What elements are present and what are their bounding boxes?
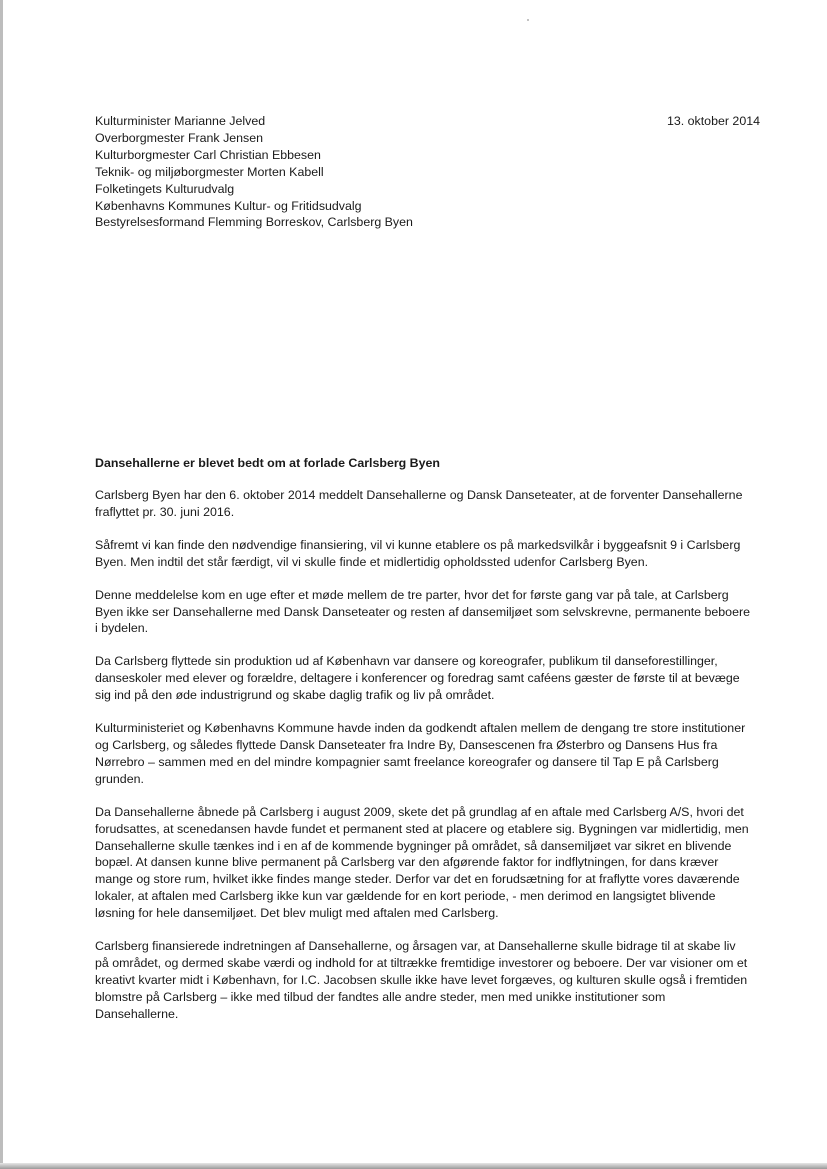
recipient-list xyxy=(95,113,555,231)
scan-bottom-edge xyxy=(0,1163,827,1169)
letter-date: 13. oktober 2014 xyxy=(666,114,760,128)
body-paragraph: Da Carlsberg flyttede sin produktion ud af København var dansere og koreografer, publikum til danseforestillinger, danseskoler med elever og forældre, deltagere i konferencer og foredrag samt caféens gæster de første til at bevæge sig ind på den øde industrigrund og skabe daglig trafik og liv på området. xyxy=(95,654,740,703)
letter-body xyxy=(95,487,751,1039)
body-paragraph: Carlsberg finansierede indretningen af Dansehallerne, og årsagen var, at Dansehallerne skulle bidrage til at skabe liv på området, og dermed skabe værdi og indhold for at tiltrække fremtidige investorer og beboere. Der var visioner om et kreativt kvarter midt i København, for I.C. Jacobsen skulle ikke have levet forgæves, og kulturen skulle også i fremtiden blomstre på Carlsberg – ikke med tilbud der fandtes alle andre steder, men med unikke institutioner som Dansehallerne. xyxy=(95,939,748,1021)
body-paragraph: Denne meddelelse kom en uge efter et møde mellem de tre parter, hvor det for første gang var på tale, at Carlsberg Byen ikke ser Dansehallerne med Dansk Danseteater og resten af dansemiljøet som selvskrevne, permanente beboere i bydelen. xyxy=(95,587,750,636)
recipient-line: Kulturborgmester Carl Christian Ebbesen xyxy=(95,147,321,162)
recipient-line: Bestyrelsesformand Flemming Borreskov, Carlsberg Byen xyxy=(95,215,413,230)
recipient-line: Teknik- og miljøborgmester Morten Kabell xyxy=(95,164,324,179)
recipient-line: Københavns Kommunes Kultur- og Fritidsudvalg xyxy=(95,198,362,213)
recipient-line: Overborgmester Frank Jensen xyxy=(95,130,264,145)
recipient-line: Kulturminister Marianne Jelved xyxy=(95,114,266,128)
letter-heading: Dansehallerne er blevet bedt om at forlade Carlsberg Byen xyxy=(95,456,440,470)
body-paragraph: Såfremt vi kan finde den nødvendige finansiering, vil vi kunne etablere os på markedsvilkår i byggeafsnit 9 i Carlsberg Byen. Men indtil det står færdigt, vil vi skulle finde et midlertidig opholdssted udenfor Carlsberg Byen. xyxy=(95,537,741,569)
body-paragraph: Kulturministeriet og Københavns Kommune havde inden da godkendt aftalen mellem de dengang tre store institutioner og Carlsberg, og således flyttede Dansk Danseteater fra Indre By, Dansescenen fra Østerbro og Dansens Hus fra Nørrebro – sammen med en del mindre kompagnier samt freelance koreografer og dansere til Tap E på Carlsberg grunden. xyxy=(95,721,746,786)
recipient-line: Folketingets Kulturudvalg xyxy=(95,181,235,196)
body-paragraph: Da Dansehallerne åbnede på Carlsberg i august 2009, skete det på grundlag af en aftale med Carlsberg A/S, hvori det forudsattes, at scenedansen havde fundet et permanent sted at placere og etablere sig. Bygningen var midlertidig, men Dansehallerne skulle tænkes ind i en af de kommende bygninger på området, så dansemiljøet var sikret en blivende bopæl. At dansen kunne blive permanent på Carlsberg var den afgørende faktor for indflytningen, for dans kræver mange og store rum, hvilket ikke findes mange steder. Derfor var det en forudsætning for at fraflytte vores daværende lokaler, at aftalen med Carlsberg ikke kun var gældende for en kort periode, - men derimod en langsigtet blivende løsning for hele dansemiljøet. Det blev muligt med aftalen med Carlsberg. xyxy=(95,804,749,921)
body-paragraph: Carlsberg Byen har den 6. oktober 2014 meddelt Dansehallerne og Dansk Danseteater, at de forventer Dansehallerne fraflyttet pr. 30. juni 2016. xyxy=(95,488,743,519)
scan-left-edge xyxy=(0,0,3,1169)
scan-speck xyxy=(527,19,529,21)
